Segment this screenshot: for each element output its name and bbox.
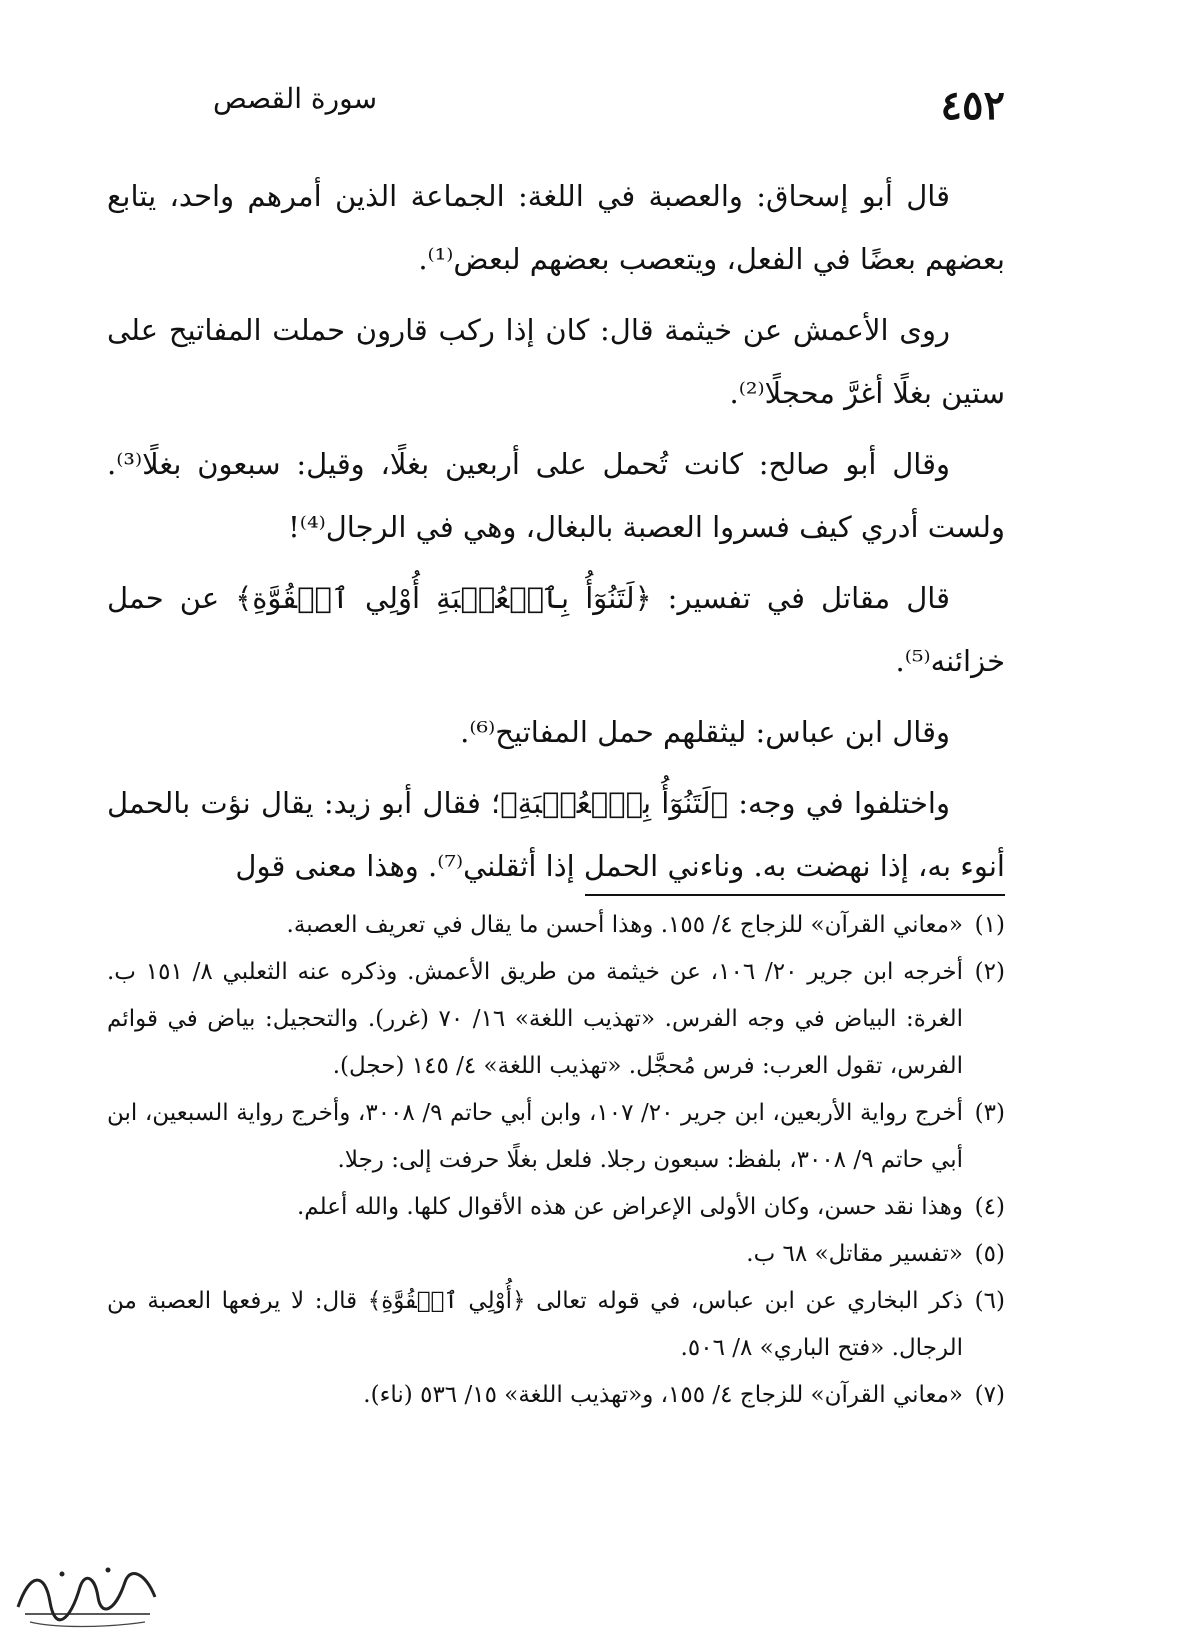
footnote-text: «معاني القرآن» للزجاج ٤/ ١٥٥. وهذا أحسن ما يقال في تعريف العصبة.: [286, 912, 963, 938]
footnote: [107, 1372, 1005, 1419]
footnote-number: (١): [974, 912, 1005, 938]
footnote: [107, 1090, 1005, 1184]
footnote-number: (٣): [974, 1100, 1005, 1126]
footnote-number: (٥): [974, 1241, 1005, 1267]
paragraph: وقال أبو صالح: كانت تُحمل على أربعين بغلًا، وقيل: سبعون بغلًا⁽³⁾. ولست أدري كيف فسروا العصبة بالبغال، وهي في الرجال⁽⁴⁾!: [107, 447, 1005, 544]
footnote-separator: [585, 894, 1005, 896]
paragraph: روى الأعمش عن خيثمة قال: كان إذا ركب قارون حملت المفاتيح على ستين بغلًا أغرَّ محجلًا⁽²⁾.: [107, 313, 1005, 410]
paragraph: قال أبو إسحاق: والعصبة في اللغة: الجماعة الذين أمرهم واحد، يتابع بعضهم بعضًا في الفعل، ويتعصب بعضهم لبعض⁽¹⁾.: [107, 179, 1005, 276]
library-logo: [10, 1552, 165, 1632]
footnote-text: «معاني القرآن» للزجاج ٤/ ١٥٥، و«تهذيب اللغة» ١٥/ ٥٣٦ (ناء).: [363, 1382, 963, 1408]
footnote-text: ذكر البخاري عن ابن عباس، في قوله تعالى ﴿أُوْلِي ٱلۡقُوَّةِ﴾ قال: لا يرفعها العصبة من الرجال. «فتح الباري» ٨/ ٥٠٦.: [107, 1288, 963, 1361]
paragraph: قال مقاتل في تفسير: ﴿لَتَنُوٓأُ بِٱلۡعُصۡبَةِ أُوْلِي ٱلۡقُوَّةِ﴾ عن حمل خزائنه⁽⁵⁾.: [107, 581, 1005, 678]
footnotes: [107, 902, 1005, 1419]
footnote: [107, 902, 1005, 949]
footnote-number: (٤): [974, 1194, 1005, 1220]
footnote: [107, 949, 1005, 1090]
footnote-number: (٦): [974, 1288, 1005, 1314]
running-title: سورة القصص: [212, 82, 378, 115]
paragraph: وقال ابن عباس: ليثقلهم حمل المفاتيح⁽⁶⁾.: [460, 715, 950, 749]
footnote-text: أخرجه ابن جرير ٢٠/ ١٠٦، عن خيثمة من طريق الأعمش. وذكره عنه الثعلبي ٨/ ١٥١ ب. الغرة: البياض في وجه الفرس. «تهذيب اللغة» ١٦/ ٧٠ (غرر). والتحجيل: بياض في قوائم الفرس، تقول العرب: فرس مُحجَّل. «تهذيب اللغة» ٤/ ١٤٥ (حجل).: [107, 959, 964, 1079]
footnote-text: «تفسير مقاتل» ٦٨ ب.: [746, 1241, 963, 1267]
footnote-text: وهذا نقد حسن، وكان الأولى الإعراض عن هذه الأقوال كلها. والله أعلم.: [296, 1194, 963, 1220]
footnote: [107, 1231, 1005, 1278]
body-text: [107, 165, 1005, 906]
footnote-number: (٧): [974, 1382, 1005, 1408]
footnote: [107, 1184, 1005, 1231]
footnote: [107, 1278, 1005, 1372]
page-number: ٤٥٢: [940, 82, 1005, 129]
footnote-number: (٢): [974, 959, 1005, 985]
paragraph: واختلفوا في وجه: ﴿لَتَنُوٓأُ بِٱلۡعُصۡبَةِ﴾؛ فقال أبو زيد: يقال نؤت بالحمل أنوء به، إذا نهضت به. وناءني الحمل إذا أثقلني⁽⁷⁾. وهذا معنى قول: [107, 786, 1005, 883]
footnote-text: أخرج رواية الأربعين، ابن جرير ٢٠/ ١٠٧، وابن أبي حاتم ٩/ ٣٠٠٨، وأخرج رواية السبعين، ابن أبي حاتم ٩/ ٣٠٠٨، بلفظ: سبعون رجلا. فلعل بغلًا حرفت إلى: رجلا.: [107, 1100, 963, 1173]
